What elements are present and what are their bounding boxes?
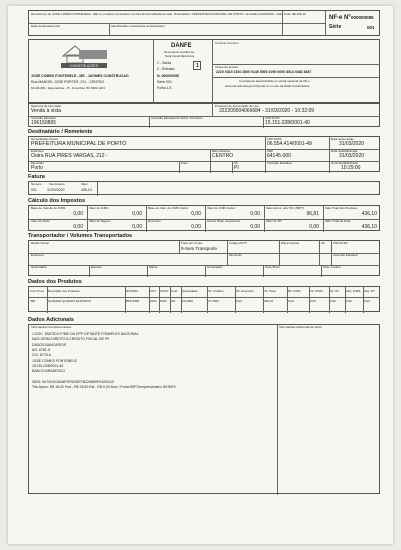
danfe-title: DANFE [171, 43, 192, 49]
products-cell: 0,00 [364, 299, 370, 303]
issuer-block [28, 39, 380, 103]
transport-antt-label: Código ANTT [229, 241, 248, 245]
additional-section-title: Dados Adicionais [28, 317, 74, 323]
issuer-logo [57, 42, 109, 70]
recipient-block [28, 136, 380, 172]
invoice-number-label: Número [31, 182, 42, 186]
additional-block [28, 324, 380, 494]
products-cell: 436,10 [264, 299, 274, 303]
transport-uf-label: UF [321, 241, 325, 245]
receipt-signature-label: Identificação e Assinatura do Recebedor [111, 24, 165, 28]
products-header-cell: BC ICMS [288, 289, 301, 293]
products-header-cell: CFOP [160, 289, 169, 293]
ie-label: Inscrição Estadual [31, 116, 56, 120]
products-header-cell: Unid. [171, 289, 179, 293]
transport-freight-label: Frete por Conta [181, 241, 203, 245]
products-cell: 0,00 [236, 299, 242, 303]
products-header-cell: Vlr. Unitário [208, 289, 224, 293]
access-key-label: Chave de Acesso [215, 65, 239, 69]
other-value: 0,00 [250, 224, 260, 230]
time-label: Hora Saída/Entrada [331, 161, 358, 165]
approx-label: Valor Aprox. dos Trib. (IBPT) [266, 206, 304, 210]
freight-value: 0,00 [73, 224, 83, 230]
products-header-cell: Alíq. ICMS [346, 289, 361, 293]
products-cell: 0,00 [310, 299, 316, 303]
uf-value: PI [234, 165, 239, 171]
invoice-block [28, 181, 380, 195]
danfe-subtitle-2: Nota Fiscal Eletrônica [165, 54, 195, 58]
recipient-name-value: PREFEITURA MUNICIPAL DE PORTO [31, 141, 127, 147]
address-value: Outra RUA PIRES VARGAS, 212 - [31, 153, 108, 159]
invoice-value-label: Valor [81, 182, 88, 186]
complement-line: BANCO BRADESCO [32, 369, 66, 374]
receipt-nfe-label: NF-e Nº [329, 15, 351, 21]
complement-line: Trib Aprox: R$ 18,52 Fed - R$ 78,50 Est - R$ 0,00 Mun / Fonte:IBPT/empresometro 9H1NF9 [32, 385, 176, 389]
receipt-header-text: Recebemos de JOSE COMES FONTENELE - ME os produtos constantes na Nota Fiscal indicada ao lado. Destinatário: PREFEITURA MUNICIPAL DE PORTO - Emissão:31/03/2020 - Valor Total: R$ 436,10 [31, 11, 306, 16]
transport-address-label: Endereço [31, 253, 44, 257]
insurance-label: Valor do Seguro [89, 219, 111, 223]
time-value: 10:29:00 [341, 165, 361, 171]
products-table [28, 286, 380, 312]
products-header-cell: Descrição dos Produtos [48, 289, 80, 293]
discount-label: Desconto [148, 219, 161, 223]
consult-url: www.nfe.fazenda.gov.br/portal ou no site da Sefaz Autorizadora [225, 84, 310, 88]
issuer-address: Rua MANOEL JOSE PORTES, 201 - CENTRO [31, 80, 105, 84]
complement-line: NIDS: 5073/N/CANAP0F0433FFB226589F0420CA3 [32, 379, 114, 384]
products-cell: UN [171, 299, 176, 303]
bc-st-value: 0,00 [191, 211, 201, 217]
products-cell: 5102 [160, 299, 167, 303]
st-value: 0,00 [250, 211, 260, 217]
other-label: Outras Desp. Acessórias [207, 219, 241, 223]
invoice-section-title: Fatura [28, 174, 45, 180]
danfe-type-box [193, 61, 201, 70]
approx-value: 96,81 [306, 211, 319, 217]
recipient-name-label: Nome/Razão Social [31, 137, 58, 141]
receipt-serie-value: 001 [367, 25, 375, 30]
issuer-name: JOSE COMES FONTENELE - ME - JAOMES CONSTRUCAO [31, 74, 129, 78]
complement-line: DADOS BANCARIOS [32, 342, 67, 347]
danfe-subtitle-1: Documento Auxiliar da [164, 50, 195, 54]
complement-line: 15.151.028/0001-40 [32, 363, 64, 368]
products-header-cell: CST [150, 289, 156, 293]
recipient-cnpj-label: CNPJ/CPF [267, 137, 282, 141]
barcode-label: Controle do Fisco [215, 41, 239, 45]
ie-st-label: Inscrição Estadual do Subst. Tributário [151, 116, 203, 120]
complement-line: NAO GERA DIREITO A CREDITO FISCAL DE IPI [32, 337, 110, 342]
transport-plate-label: Placa Veículo [281, 241, 300, 245]
ie-value: 196150865 [31, 120, 57, 126]
products-cell: 338 [30, 299, 36, 303]
recipient-section-title: Destinatário / Remetente [28, 129, 93, 135]
transport-species-label: Espécie [91, 265, 102, 269]
consult-text: Consulta de autenticidade no portal nacional da NF-e [239, 79, 310, 83]
complement-label: Informações Complementares [31, 325, 72, 329]
city-value: Porto [31, 165, 43, 171]
products-cell: QUADRO QUADRO ELETRICO [48, 299, 92, 303]
exit-date-label: Data Saída/Entrada [331, 149, 358, 153]
danfe-type-value: 1 [196, 63, 199, 69]
bc-st-label: Base de Cálc. do ICMS Subst. [148, 206, 189, 210]
emission-label: Data da Emissão [331, 137, 354, 141]
fisco-label: Informações Adicionais de Fisco [279, 325, 323, 329]
insurance-value: 0,00 [132, 224, 142, 230]
total-products-value: 436,10 [361, 211, 377, 217]
transport-cnpj-label: CNPJ/CPF [333, 241, 348, 245]
total-products-label: Valor Total dos Produtos [325, 206, 358, 210]
products-cell: 0,00 [288, 299, 294, 303]
transport-city-label: Município [229, 253, 242, 257]
nature-value: Venda à vista [31, 108, 62, 114]
invoice-due-value: 31/03/2020 [47, 188, 65, 192]
complement-line: AG: 6781-5 [32, 347, 50, 352]
transport-section-title: Transportador / Volumes Transportados [28, 233, 133, 239]
transport-brand-label: Marca [149, 265, 158, 269]
danfe-document [8, 6, 393, 544]
products-header-cell: NCM/SH [126, 289, 138, 293]
uf-label: UF [234, 161, 238, 165]
freight-label: Valor do Frete [31, 219, 50, 223]
icms-value: 0,00 [132, 211, 142, 217]
invoice-due-label: Vencimento [49, 182, 65, 186]
phone-label: Fone [181, 161, 188, 165]
cep-label: CEP [267, 149, 274, 153]
issuer-city-line: 64145-000 - Esperantina - PI - Fone/Fax: 86 3383 1224 [31, 86, 105, 90]
danfe-serie-line: Série 001 [157, 80, 172, 84]
receipt-strip [28, 10, 380, 36]
bc-icms-value: 0,00 [73, 211, 83, 217]
cnpj-value: 15.151.028/0001-40 [265, 120, 310, 126]
address-label: Endereço [31, 149, 44, 153]
taxes-block [28, 205, 380, 231]
products-header-cell: Vlr. Desconto [236, 289, 254, 293]
ipi-value: 0,00 [309, 224, 319, 230]
transport-gross-label: Peso Bruto [265, 265, 280, 269]
products-cell: 0,00 [330, 299, 336, 303]
products-header-cell: Cód. Prod. [30, 289, 45, 293]
products-cell: 0,00 [346, 299, 352, 303]
transport-ie-label: Inscrição Estadual [333, 253, 358, 257]
transport-net-label: Peso Líquido [323, 265, 341, 269]
recipient-cnpj-value: 06.554.414/0001-49 [267, 141, 312, 147]
emission-value: 31/03/2020 [339, 141, 365, 147]
products-section-title: Dados dos Produtos [28, 279, 82, 285]
products-cell: 27,2563 [208, 299, 219, 303]
cnpj-label: CNPJ/CPF [265, 116, 280, 120]
products-header-cell: Vlr. Total [264, 289, 276, 293]
danfe-number-line: N. 000000085 [157, 74, 179, 78]
invoice-value-value: 436,10 [81, 188, 92, 192]
st-label: Valor do ICMS Subst. [207, 206, 236, 210]
danfe-entry-label: 0 - Entrada [157, 67, 175, 71]
logo-text: CONSTRUÇÕES [70, 64, 98, 69]
discount-value: 0,00 [191, 224, 201, 230]
products-header-cell: Quantidade [182, 289, 198, 293]
transport-company-label: Razão Social [31, 241, 49, 245]
complement-line: C/C: 8775-6 [32, 353, 51, 358]
products-header-cell: Vlr. ICMS [310, 289, 323, 293]
invoice-number-value: 001 [31, 188, 37, 192]
ipi-label: Valor do IPI [266, 219, 282, 223]
transport-qty-label: Quantidade [31, 265, 47, 269]
complement-line: 1-DOC. EMITIDO P/ME OU EPP OPTANTE P/SIMPLES NACIONAL [32, 332, 139, 336]
total-note-value: 436,10 [361, 224, 377, 230]
receipt-serie-label: Série [329, 24, 342, 30]
transport-freight-value: 9-Sem Transporte [181, 246, 218, 251]
taxes-section-title: Cálculo dos Impostos [28, 198, 86, 204]
receipt-date-label: Data de Recebimento [31, 24, 61, 28]
cep-value: 64145-000 [267, 153, 291, 159]
icms-label: Valor do ICMS [89, 206, 109, 210]
protocol-label: Protocolo de Autorização de Uso [215, 104, 259, 108]
complement-line: JOSE COMES FONTENELE [32, 358, 77, 363]
total-note-label: Valor Total da Nota [325, 219, 351, 223]
operation-row [28, 103, 380, 127]
products-header-cell: Vlr. IPI [330, 289, 339, 293]
danfe-page-line: Folha 1/1 [157, 86, 172, 90]
products-cell: 85371090 [126, 299, 140, 303]
receipt-nfe-number: 000000085 [351, 15, 374, 20]
district-value: CENTRO [212, 153, 234, 159]
exit-date-value: 31/03/2020 [339, 153, 365, 159]
products-cell: 0102 [150, 299, 157, 303]
bc-icms-label: Base de Cálculo do ICMS [31, 206, 66, 210]
recipient-ie-label: Inscrição Estadual [267, 161, 292, 165]
products-cell: 16,0000 [182, 299, 193, 303]
access-key-value: 2220 0315 1510 2800 0146 5500 1000 0000 8514 0482 8467 [216, 70, 312, 74]
district-label: Bairro/Distrito [212, 149, 231, 153]
products-header-cell: Alíq. IPI [364, 289, 375, 293]
city-label: Município [31, 161, 44, 165]
danfe-exit-label: 1 - Saída [157, 61, 172, 65]
transport-numbering-label: Numeração [207, 265, 223, 269]
transport-block [28, 240, 380, 276]
nature-label: Natureza da Operação [31, 104, 62, 108]
protocol-value: 322200004066684 - 31/03/2020 - 10:32:09 [219, 108, 315, 114]
